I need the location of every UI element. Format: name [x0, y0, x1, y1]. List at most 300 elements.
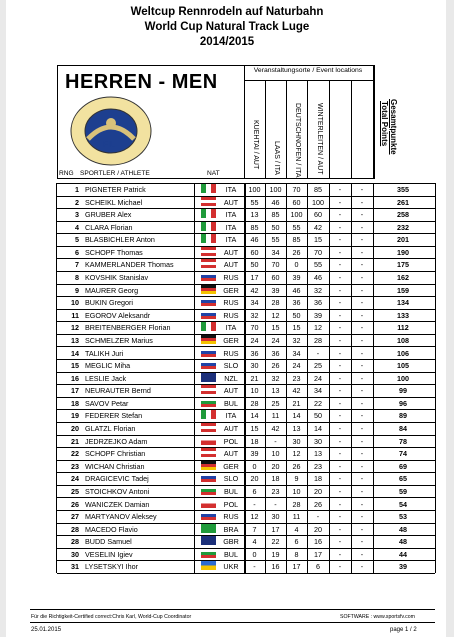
cell-divider	[245, 321, 246, 334]
cell-divider	[56, 246, 57, 259]
cell-divider	[373, 359, 374, 372]
score-cell: 11	[271, 411, 280, 421]
score-cell: -	[338, 210, 342, 220]
cell-divider	[286, 447, 287, 460]
cell-divider	[56, 284, 57, 297]
cell-divider	[245, 460, 246, 473]
cell-divider	[56, 472, 57, 485]
cell-divider	[265, 435, 266, 448]
cell-divider	[245, 409, 246, 422]
score-cell: 100	[312, 197, 324, 207]
country-flag-icon	[201, 486, 216, 495]
cell-divider	[351, 359, 352, 372]
total-points-cell: 190	[397, 247, 409, 257]
table-row	[57, 335, 435, 346]
cell-divider	[56, 384, 57, 397]
cell-divider	[351, 246, 352, 259]
score-cell: -	[360, 222, 364, 232]
cell-divider	[244, 460, 245, 473]
rank-cell: 10	[71, 298, 79, 308]
country-flag-icon	[201, 222, 216, 231]
cell-divider	[435, 372, 436, 385]
cell-divider	[307, 510, 308, 523]
cell-divider	[435, 221, 436, 234]
cell-divider	[329, 485, 330, 498]
cell-divider	[307, 334, 308, 347]
score-cell: 32	[250, 310, 259, 320]
score-cell: 50	[271, 222, 280, 232]
cell-divider	[351, 258, 352, 271]
country-flag-icon	[201, 310, 216, 319]
svg-text:FIL: FIL	[103, 140, 115, 149]
score-cell: 55	[250, 197, 259, 207]
col-divider	[286, 80, 287, 179]
total-points-cell: 44	[399, 549, 407, 559]
cell-divider	[435, 447, 436, 460]
cell-divider	[351, 510, 352, 523]
country-flag-icon	[201, 385, 216, 394]
cell-divider	[373, 548, 374, 561]
cell-divider	[373, 510, 374, 523]
table-row	[57, 184, 435, 195]
cell-divider	[286, 221, 287, 234]
table-row	[57, 561, 435, 572]
cell-divider	[56, 183, 57, 196]
cell-divider	[245, 560, 246, 573]
score-cell: 28	[314, 335, 322, 345]
score-cell: -	[360, 273, 364, 283]
cell-divider	[286, 548, 287, 561]
cell-divider	[265, 485, 266, 498]
score-cell: 100	[248, 185, 261, 194]
table-row	[57, 486, 435, 497]
cell-divider	[245, 372, 246, 385]
cell-divider	[194, 472, 195, 485]
cell-divider	[373, 384, 374, 397]
cell-divider	[244, 472, 245, 485]
score-cell: 11	[292, 512, 301, 522]
nation-cell: AUT	[223, 197, 239, 207]
cell-divider	[265, 296, 266, 309]
cell-divider	[56, 196, 57, 209]
nation-cell: AUT	[223, 424, 239, 434]
table-row	[57, 385, 435, 396]
score-cell: 70	[271, 260, 280, 270]
cell-divider	[265, 409, 266, 422]
document-date: 25.01.2015	[31, 627, 62, 633]
cell-divider	[244, 284, 245, 297]
table-row	[57, 360, 435, 371]
athlete-name-cell: BUKIN Gregori	[85, 298, 133, 308]
cell-divider	[245, 435, 246, 448]
cell-divider	[56, 510, 57, 523]
cell-divider	[329, 548, 330, 561]
cell-divider	[329, 535, 330, 548]
score-cell: 14	[292, 411, 301, 421]
cell-divider	[245, 208, 246, 221]
cell-divider	[194, 233, 195, 246]
cell-divider	[265, 498, 266, 511]
athlete-name-cell: KAMMERLANDER Thomas	[85, 260, 174, 270]
cell-divider	[245, 359, 246, 372]
certified-note: Für die Richtigkeit-Certified correct:Chris Karl, World-Cup Coordinator	[31, 614, 192, 620]
row-divider	[57, 573, 435, 574]
cell-divider	[245, 271, 246, 284]
nation-cell: RUS	[223, 310, 239, 320]
score-cell: 6	[252, 486, 257, 496]
cell-divider	[194, 422, 195, 435]
cell-divider	[307, 271, 308, 284]
cell-divider	[245, 284, 246, 297]
cell-divider	[194, 296, 195, 309]
score-cell: -	[360, 260, 364, 270]
score-cell: -	[360, 499, 364, 509]
score-cell: -	[360, 323, 364, 333]
cell-divider	[307, 472, 308, 485]
nation-cell: POL	[223, 499, 239, 509]
score-cell: -	[360, 335, 364, 345]
cell-divider	[244, 548, 245, 561]
cell-divider	[286, 435, 287, 448]
cell-divider	[245, 498, 246, 511]
score-cell: 70	[292, 185, 301, 194]
cell-divider	[194, 384, 195, 397]
cell-divider	[373, 409, 374, 422]
nation-cell: POL	[223, 436, 239, 446]
score-cell: 28	[250, 398, 259, 408]
cell-divider	[244, 258, 245, 271]
score-cell: 15	[271, 323, 280, 333]
cell-divider	[244, 321, 245, 334]
cell-divider	[435, 359, 436, 372]
cell-divider	[329, 472, 330, 485]
score-cell: 39	[314, 310, 322, 320]
table-row	[57, 524, 435, 535]
country-flag-icon	[201, 209, 216, 218]
cell-divider	[329, 309, 330, 322]
cell-divider	[245, 258, 246, 271]
total-points-cell: 232	[397, 222, 409, 232]
score-cell: 50	[250, 260, 259, 270]
cell-divider	[194, 523, 195, 536]
cell-divider	[194, 208, 195, 221]
cell-divider	[56, 334, 57, 347]
cell-divider	[286, 384, 287, 397]
athlete-name-cell: BLASBICHLER Anton	[85, 235, 155, 245]
table-row	[57, 436, 435, 447]
score-cell: 23	[314, 461, 322, 471]
cell-divider	[244, 246, 245, 259]
rank-cell: 25	[71, 486, 79, 496]
score-cell: 85	[250, 222, 259, 232]
score-cell: -	[338, 235, 342, 245]
cell-divider	[351, 485, 352, 498]
cell-divider	[265, 359, 266, 372]
score-cell: 6	[294, 537, 299, 547]
cell-divider	[435, 309, 436, 322]
score-cell: 12	[271, 310, 280, 320]
cell-divider	[351, 560, 352, 573]
score-cell: 85	[292, 235, 301, 245]
score-cell: 34	[292, 348, 301, 358]
score-cell: 21	[292, 398, 301, 408]
score-cell: 60	[250, 247, 259, 257]
cell-divider	[351, 460, 352, 473]
score-cell: 26	[271, 361, 280, 371]
total-points-cell: 99	[399, 386, 407, 396]
col-divider	[329, 80, 330, 179]
cell-divider	[329, 523, 330, 536]
country-flag-icon	[201, 373, 216, 382]
table-row	[57, 247, 435, 258]
cell-divider	[265, 271, 266, 284]
cell-divider	[244, 183, 245, 196]
score-cell: 10	[250, 386, 259, 396]
country-flag-icon	[201, 184, 216, 193]
total-points-cell: 162	[397, 273, 409, 283]
score-cell: 42	[292, 386, 301, 396]
nat-column-header: NAT	[207, 170, 220, 177]
country-flag-icon	[201, 549, 216, 558]
score-cell: -	[338, 185, 342, 194]
cell-divider	[56, 372, 57, 385]
score-cell: 26	[314, 499, 322, 509]
score-cell: -	[338, 449, 342, 459]
cell-divider	[329, 321, 330, 334]
cell-divider	[435, 485, 436, 498]
cell-divider	[286, 498, 287, 511]
score-cell: 32	[314, 285, 322, 295]
score-cell: -	[338, 323, 342, 333]
score-cell: -	[338, 310, 342, 320]
cell-divider	[56, 435, 57, 448]
athlete-name-cell: FEDERER Stefan	[85, 411, 143, 421]
cell-divider	[245, 334, 246, 347]
cell-divider	[244, 447, 245, 460]
score-cell: 60	[271, 273, 280, 283]
cell-divider	[265, 347, 266, 360]
cell-divider	[194, 284, 195, 297]
cell-divider	[435, 183, 436, 196]
score-cell: -	[360, 361, 364, 371]
total-points-cell: 48	[399, 537, 407, 547]
rank-cell: 21	[71, 436, 79, 446]
footer-divider	[30, 609, 435, 610]
cell-divider	[265, 560, 266, 573]
rank-cell: 31	[71, 562, 79, 572]
score-cell: 13	[250, 210, 259, 220]
score-cell: 32	[292, 335, 301, 345]
athlete-name-cell: GRUBER Alex	[85, 210, 132, 220]
footer-divider	[30, 622, 435, 623]
cell-divider	[351, 422, 352, 435]
athlete-name-cell: SCHEIKL Michael	[85, 197, 143, 207]
cell-divider	[373, 560, 374, 573]
country-flag-icon	[201, 297, 216, 306]
score-cell: -	[338, 512, 342, 522]
col-divider	[265, 80, 266, 179]
total-points-cell: 69	[399, 461, 407, 471]
rank-cell: 30	[71, 549, 79, 559]
score-cell: -	[338, 247, 342, 257]
nation-cell: ITA	[225, 210, 237, 220]
score-cell: -	[360, 373, 364, 383]
country-flag-icon	[201, 511, 216, 520]
athlete-name-cell: MARTYANOV Aleksey	[85, 512, 157, 522]
cell-divider	[244, 347, 245, 360]
cell-divider	[244, 208, 245, 221]
cell-divider	[265, 510, 266, 523]
rank-cell: 20	[71, 424, 79, 434]
cell-divider	[265, 208, 266, 221]
score-cell: 100	[290, 210, 303, 220]
score-cell: -	[338, 273, 342, 283]
score-cell: -	[338, 424, 342, 434]
athlete-name-cell: NEURAUTER Bernd	[85, 386, 151, 396]
cell-divider	[351, 535, 352, 548]
cell-divider	[265, 196, 266, 209]
score-cell: 70	[314, 247, 322, 257]
cell-divider	[265, 321, 266, 334]
cell-divider	[373, 397, 374, 410]
rank-cell: 11	[71, 310, 79, 320]
cell-divider	[265, 523, 266, 536]
total-points-cell: 105	[397, 361, 409, 371]
score-cell: 8	[294, 549, 299, 559]
score-cell: 20	[314, 524, 322, 534]
cell-divider	[265, 447, 266, 460]
cell-divider	[286, 523, 287, 536]
cell-divider	[373, 435, 374, 448]
score-cell: 42	[314, 222, 322, 232]
score-cell: 60	[292, 197, 301, 207]
cell-divider	[373, 485, 374, 498]
cell-divider	[245, 347, 246, 360]
score-cell: 55	[271, 235, 280, 245]
score-cell: 13	[271, 386, 280, 396]
athlete-name-cell: SCHOPF Christian	[85, 449, 146, 459]
score-cell: 14	[314, 424, 322, 434]
score-cell: -	[360, 310, 364, 320]
country-flag-icon	[201, 448, 216, 457]
cell-divider	[435, 460, 436, 473]
score-cell: -	[360, 185, 364, 194]
score-cell: 46	[314, 273, 322, 283]
score-cell: 24	[271, 335, 280, 345]
cell-divider	[351, 548, 352, 561]
nation-cell: ITA	[225, 235, 237, 245]
athlete-name-cell: BUDD Samuel	[85, 537, 132, 547]
cell-divider	[245, 221, 246, 234]
score-cell: 4	[294, 524, 299, 534]
cell-divider	[286, 296, 287, 309]
score-cell: 17	[250, 273, 259, 283]
total-points-cell: 54	[399, 499, 407, 509]
cell-divider	[351, 347, 352, 360]
athlete-name-cell: PIGNETER Patrick	[85, 185, 146, 194]
cell-divider	[56, 347, 57, 360]
cell-divider	[245, 472, 246, 485]
cell-divider	[307, 548, 308, 561]
country-flag-icon	[201, 272, 216, 281]
table-row	[57, 410, 435, 421]
cell-divider	[286, 309, 287, 322]
score-cell: 24	[250, 335, 259, 345]
cell-divider	[194, 535, 195, 548]
cell-divider	[329, 372, 330, 385]
athlete-column-header: SPORTLER / ATHLETE	[80, 170, 150, 177]
nation-cell: NZL	[224, 373, 238, 383]
cell-divider	[265, 183, 266, 196]
nation-cell: UKR	[223, 562, 239, 572]
cell-divider	[329, 284, 330, 297]
cell-divider	[329, 271, 330, 284]
cell-divider	[329, 258, 330, 271]
cell-divider	[265, 372, 266, 385]
table-row	[57, 398, 435, 409]
cell-divider	[307, 196, 308, 209]
cell-divider	[307, 309, 308, 322]
total-label-en: Total Points	[380, 101, 389, 147]
nation-cell: SLO	[223, 474, 239, 484]
score-cell: -	[360, 461, 364, 471]
table-row	[57, 197, 435, 208]
cell-divider	[56, 409, 57, 422]
nation-cell: BUL	[224, 398, 238, 408]
nation-cell: GER	[223, 335, 239, 345]
cell-divider	[329, 208, 330, 221]
score-cell: 46	[292, 285, 301, 295]
cell-divider	[329, 397, 330, 410]
score-cell: 17	[292, 562, 301, 572]
table-row	[57, 499, 435, 510]
country-flag-icon	[201, 398, 216, 407]
cell-divider	[286, 485, 287, 498]
cell-divider	[435, 321, 436, 334]
cell-divider	[244, 485, 245, 498]
total-points-cell: 112	[397, 323, 409, 333]
score-cell: -	[338, 537, 342, 547]
score-cell: -	[338, 197, 342, 207]
score-cell: 34	[250, 298, 259, 308]
cell-divider	[307, 409, 308, 422]
cell-divider	[373, 296, 374, 309]
table-row	[57, 297, 435, 308]
total-points-cell: 39	[399, 562, 407, 572]
cell-divider	[194, 460, 195, 473]
score-cell: -	[360, 474, 364, 484]
locations-divider	[244, 80, 373, 81]
table-top-border	[56, 183, 435, 184]
nation-cell: RUS	[223, 512, 239, 522]
score-cell: 39	[271, 285, 280, 295]
total-points-cell: 258	[397, 210, 409, 220]
athlete-name-cell: DRAGICEVIC Tadej	[85, 474, 149, 484]
country-flag-icon	[201, 285, 216, 294]
score-cell: -	[360, 411, 364, 421]
score-cell: -	[338, 486, 342, 496]
cell-divider	[286, 271, 287, 284]
cell-divider	[435, 422, 436, 435]
score-cell: -	[360, 512, 364, 522]
score-cell: -	[338, 285, 342, 295]
cell-divider	[245, 246, 246, 259]
score-cell: 28	[292, 499, 301, 509]
cell-divider	[307, 535, 308, 548]
location-deutschnofen: DEUTSCHNOFEN / ITA	[294, 103, 301, 178]
cell-divider	[373, 246, 374, 259]
score-cell: 20	[314, 486, 322, 496]
